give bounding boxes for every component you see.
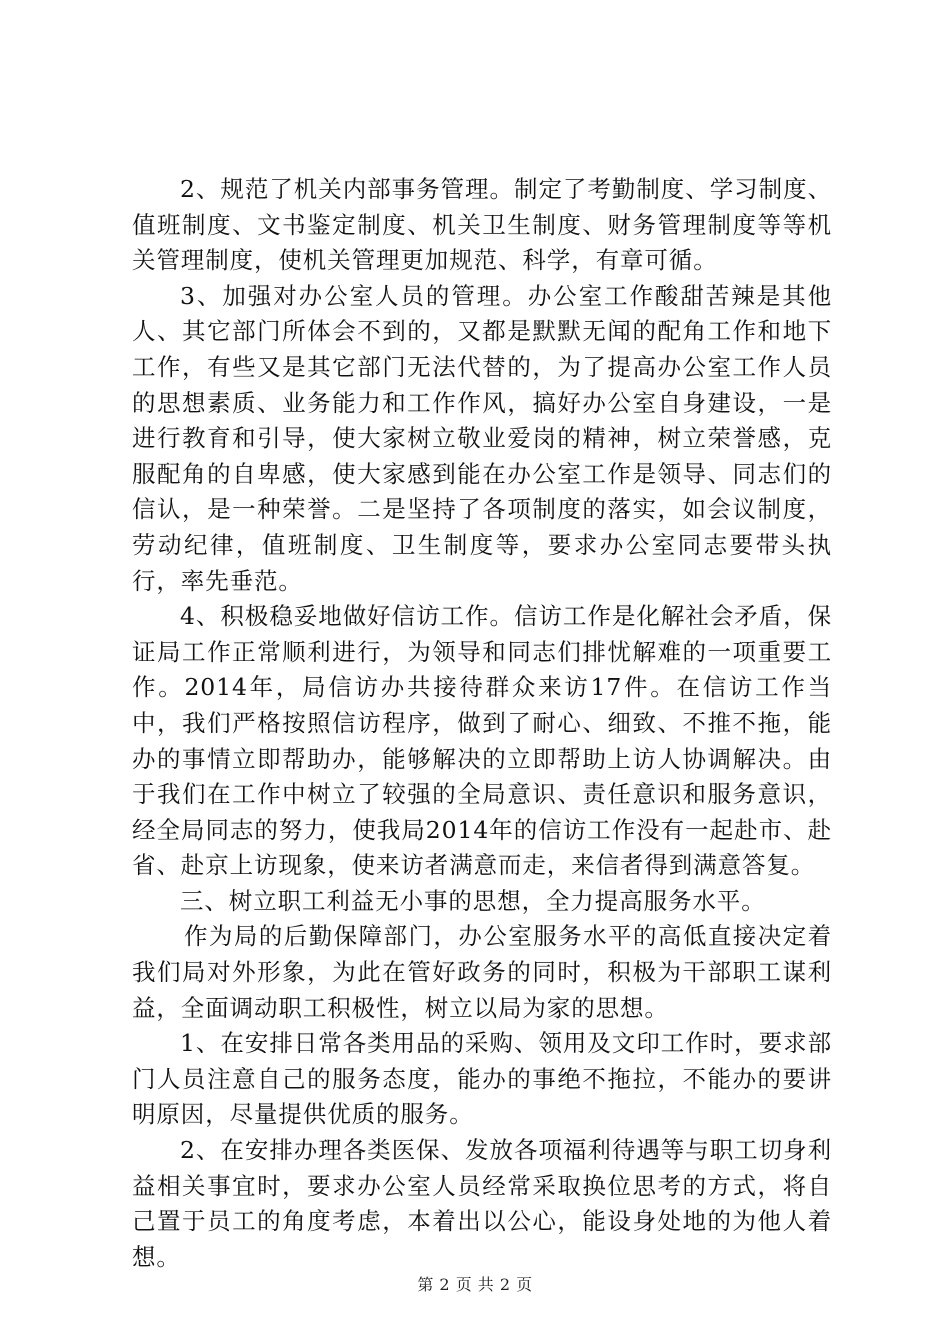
paragraph-logistics-department: 作为局的后勤保障部门，办公室服务水平的高低直接决定着我们局对外形象，为此在管好政务的同时，积极为干部职工谋利益，全面调动职工积极性，树立以局为家的思想。 xyxy=(132,922,832,1022)
paragraph-procurement-service: 1、在安排日常各类用品的采购、领用及文印工作时，要求部门人员注意自己的服务态度，能办的事绝不拖拉，不能办的要讲明原因，尽量提供优质的服务。 xyxy=(132,1029,832,1129)
document-body xyxy=(132,172,832,1275)
page-footer: 第 2 页 共 2 页 xyxy=(417,1275,533,1294)
paragraph-welfare-handling: 2、在安排办理各类医保、发放各项福利待遇等与职工切身利益相关事宜时，要求办公室人员经常采取换位思考的方式，将自己置于员工的角度考虑，本着出以公心，能设身处地的为他人着想。 xyxy=(132,1136,832,1271)
paragraph-staff-management: 3、加强对办公室人员的管理。办公室工作酸甜苦辣是其他人、其它部门所体会不到的，又都是默默无闻的配角工作和地下工作，有些又是其它部门无法代替的，为了提高办公室工作人员的思想素质、业务能力和工作作风，搞好办公室自身建设，一是进行教育和引导，使大家树立敬业爱岗的精神，树立荣誉感，克服配角的自卑感，使大家感到能在办公室工作是领导、同志们的信认，是一种荣誉。二是坚持了各项制度的落实，如会议制度，劳动纪律，值班制度、卫生制度等，要求办公室同志要带头执行，率先垂范。 xyxy=(132,281,832,595)
paragraph-regulate-affairs: 2、规范了机关内部事务管理。制定了考勤制度、学习制度、值班制度、文书鉴定制度、机关卫生制度、财务管理制度等等机关管理制度，使机关管理更加规范、科学，有章可循。 xyxy=(132,175,832,275)
section-heading-service-level: 三、树立职工利益无小事的思想，全力提高服务水平。 xyxy=(180,886,766,915)
paragraph-petition-work: 4、积极稳妥地做好信访工作。信访工作是化解社会矛盾，保证局工作正常顺利进行，为领导和同志们排忧解难的一项重要工作。2014年，局信访办共接待群众来访17件。在信访工作当中，我们严格按照信访程序，做到了耐心、细致、不推不拖，能办的事情立即帮助办，能够解决的立即帮助上访人协调解决。由于我们在工作中树立了较强的全局意识、责任意识和服务意识，经全局同志的努力，使我局2014年的信访工作没有一起赴市、赴省、赴京上访现象，使来访者满意而走，来信者得到满意答复。 xyxy=(132,602,832,880)
